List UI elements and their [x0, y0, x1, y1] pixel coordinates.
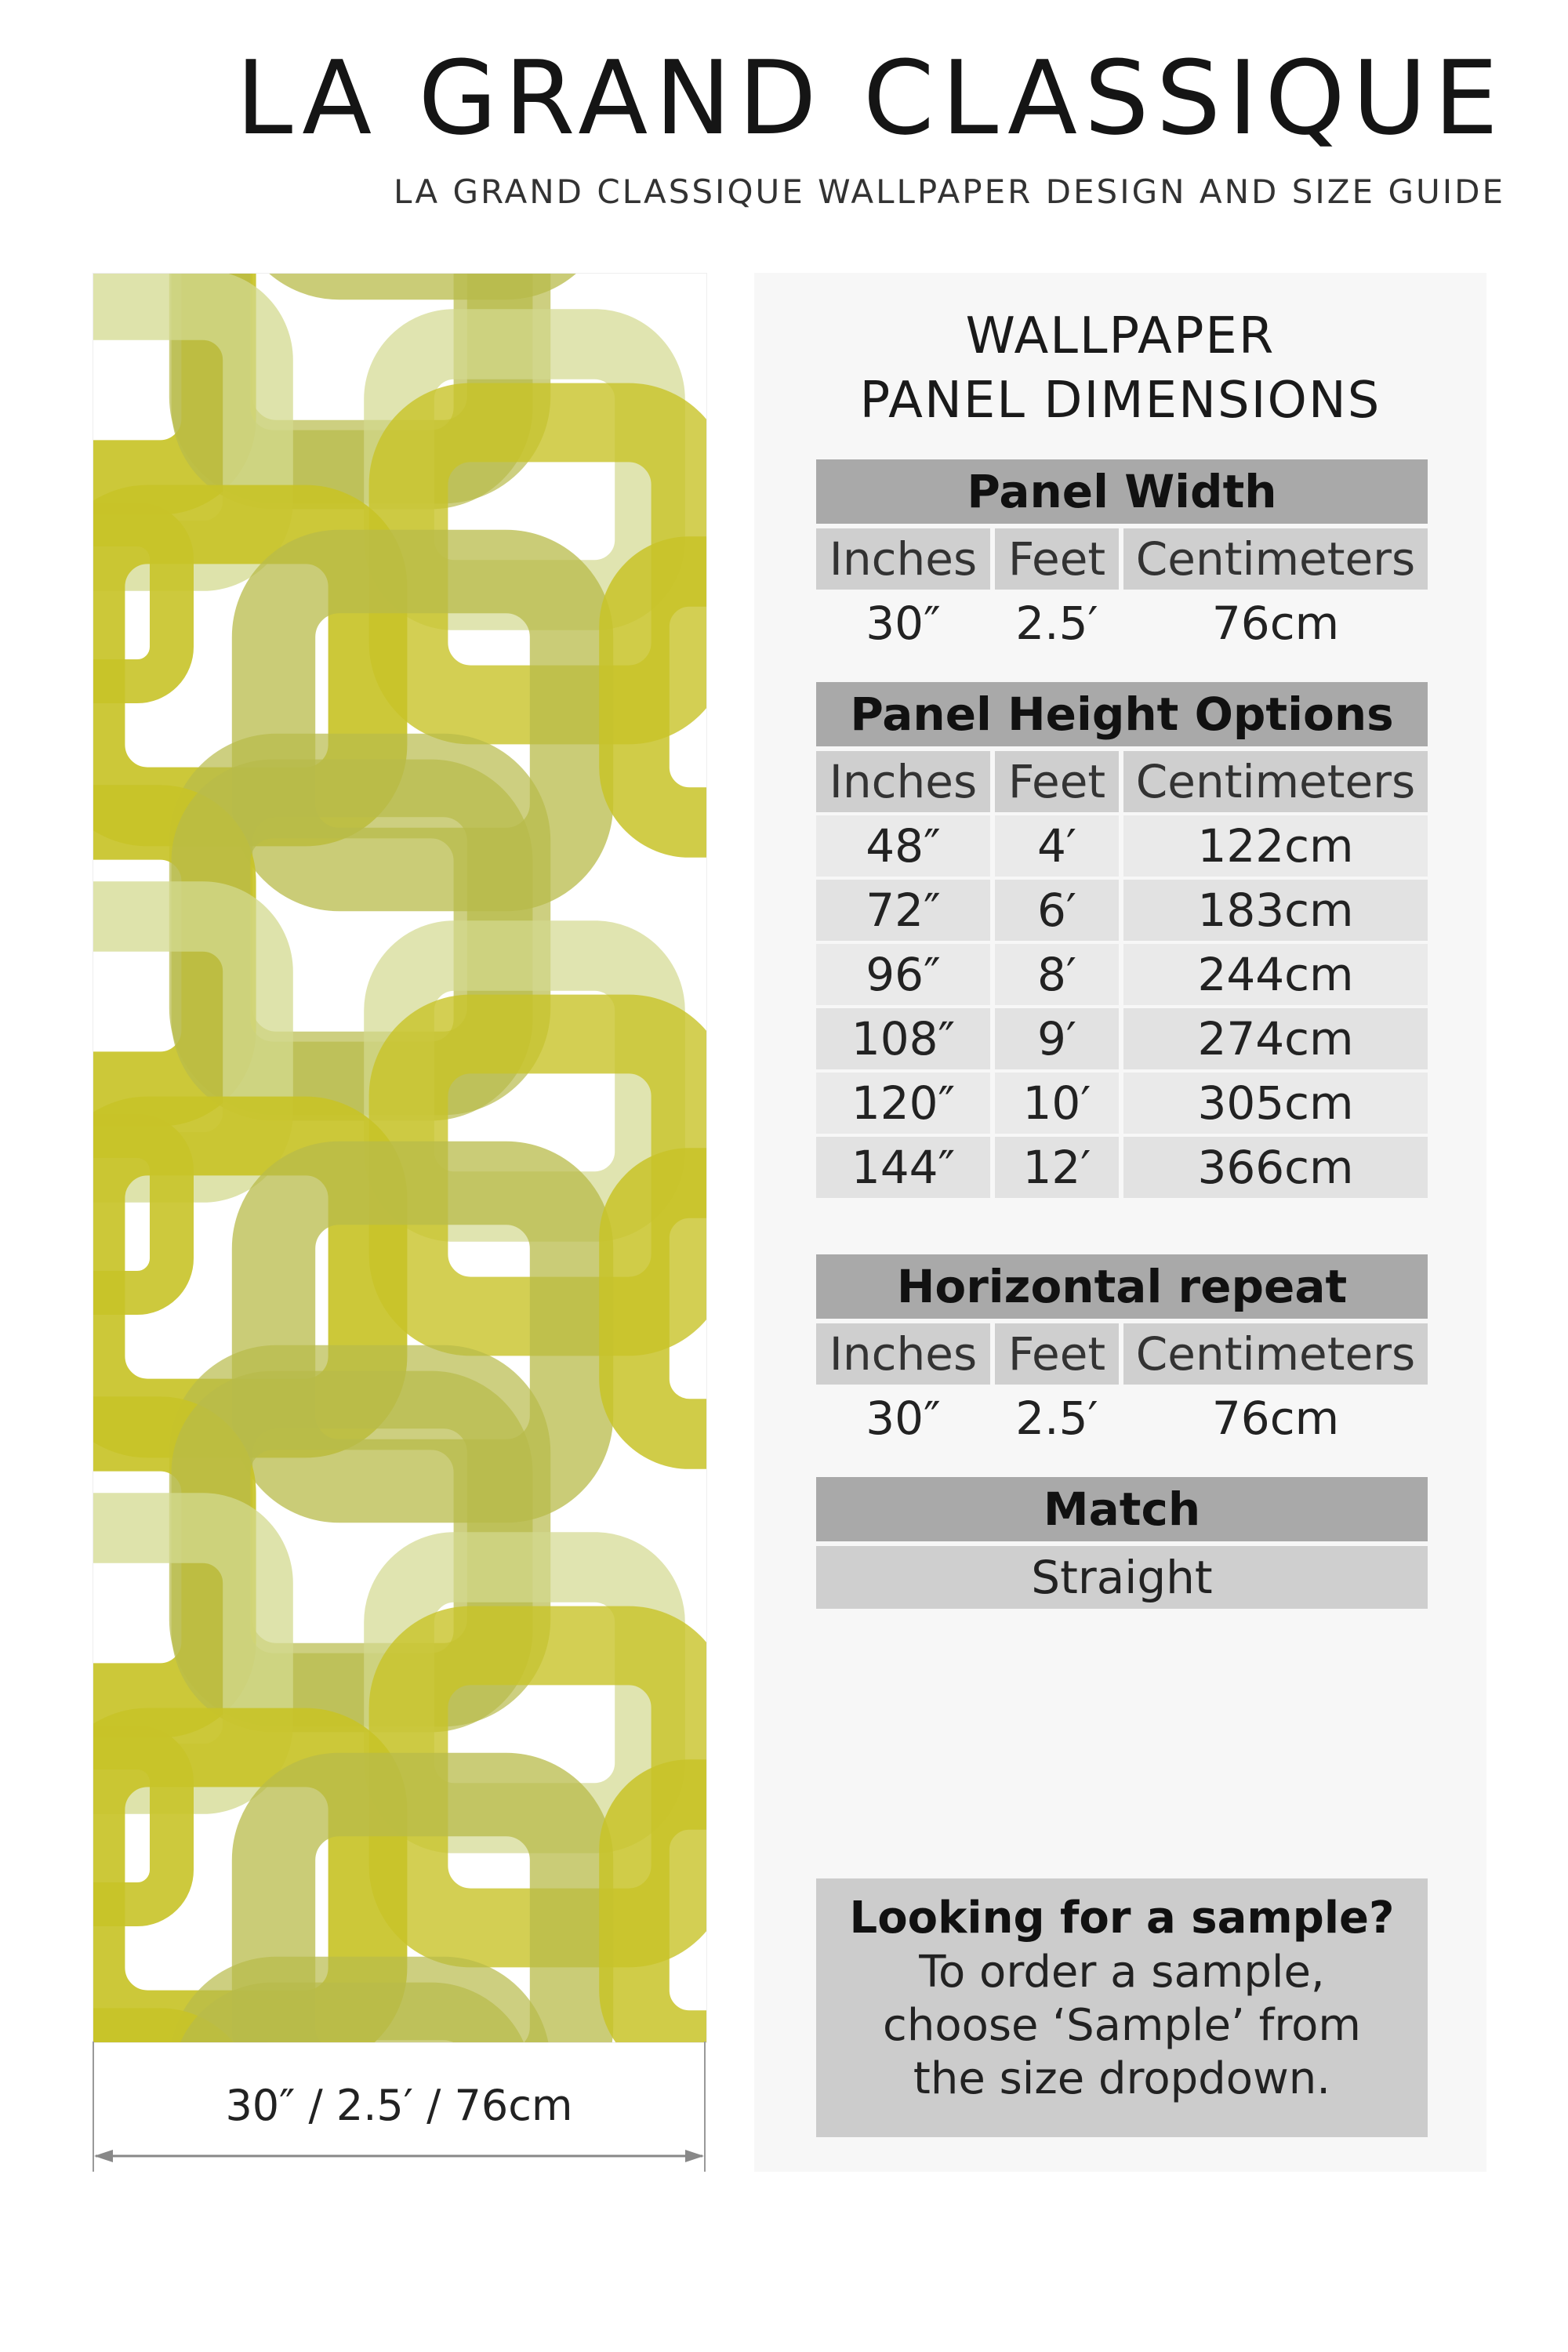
col-centimeters: Centimeters [1123, 528, 1428, 590]
panel-width-measure [93, 2042, 706, 2172]
value-centimeters: 122cm [1123, 815, 1428, 877]
value-centimeters: 76cm [1211, 1392, 1340, 1445]
col-inches: Inches [816, 528, 990, 590]
brand-title: LA GRAND CLASSIQUE [235, 38, 1505, 158]
table-row [816, 1137, 1428, 1198]
table-column-headers [816, 751, 1428, 812]
value-feet: 9′ [995, 1008, 1119, 1069]
panel-width-table [816, 459, 1428, 657]
value-inches: 30″ [866, 597, 941, 650]
sheet-title-line1: WALLPAPER [965, 307, 1276, 365]
horizontal-repeat-heading: Horizontal repeat [816, 1254, 1428, 1319]
sample-text-line: choose ‘Sample’ from [883, 2000, 1361, 2051]
value-centimeters: 305cm [1123, 1073, 1428, 1134]
pattern-ring-shape [211, 2022, 493, 2042]
dimensions-sheet [754, 273, 1486, 2172]
panel-height-heading: Panel Height Options [816, 682, 1428, 746]
value-inches: 72″ [816, 880, 990, 941]
panel-width-label: 30″ / 2.5′ / 76cm [225, 2081, 573, 2130]
match-table [816, 1477, 1428, 1609]
sheet-title [754, 304, 1486, 433]
match-heading: Match [816, 1477, 1428, 1541]
col-feet: Feet [995, 1323, 1119, 1385]
wallpaper-preview [93, 273, 707, 2043]
table-row [816, 1008, 1428, 1069]
value-feet: 2.5′ [1015, 597, 1098, 650]
brand-header [235, 38, 1505, 211]
col-feet: Feet [995, 528, 1119, 590]
value-inches: 30″ [866, 1392, 941, 1445]
table-column-headers [816, 1323, 1428, 1385]
horizontal-repeat-table [816, 1254, 1428, 1452]
value-feet: 12′ [995, 1137, 1119, 1198]
table-row [816, 944, 1428, 1005]
col-feet: Feet [995, 751, 1119, 812]
table-column-headers [816, 528, 1428, 590]
col-centimeters: Centimeters [1123, 1323, 1428, 1385]
col-inches: Inches [816, 1323, 990, 1385]
sample-text-line: To order a sample, [919, 1947, 1325, 1998]
sample-text-line: the size dropdown. [913, 2053, 1331, 2104]
table-row [816, 815, 1428, 877]
value-inches: 48″ [816, 815, 990, 877]
table-row [816, 880, 1428, 941]
value-centimeters: 183cm [1123, 880, 1428, 941]
match-value: Straight [816, 1546, 1428, 1609]
table-row [816, 1073, 1428, 1134]
value-feet: 10′ [995, 1073, 1119, 1134]
value-centimeters: 76cm [1211, 597, 1340, 650]
value-inches: 96″ [816, 944, 990, 1005]
value-feet: 4′ [995, 815, 1119, 877]
panel-width-heading: Panel Width [816, 459, 1428, 524]
wallpaper-pattern [93, 274, 706, 2042]
value-feet: 8′ [995, 944, 1119, 1005]
value-centimeters: 274cm [1123, 1008, 1428, 1069]
value-inches: 144″ [816, 1137, 990, 1198]
measure-arrow-icon [93, 2148, 706, 2164]
value-inches: 108″ [816, 1008, 990, 1069]
table-row [816, 1388, 1428, 1449]
sample-heading: Looking for a sample? [849, 1893, 1395, 1944]
value-centimeters: 366cm [1123, 1137, 1428, 1198]
col-centimeters: Centimeters [1123, 751, 1428, 812]
table-row [816, 593, 1428, 654]
value-feet: 6′ [995, 880, 1119, 941]
value-centimeters: 244cm [1123, 944, 1428, 1005]
sample-info-box [816, 1878, 1428, 2137]
sheet-title-line2: PANEL DIMENSIONS [859, 372, 1381, 430]
value-feet: 2.5′ [1015, 1392, 1098, 1445]
panel-height-table [816, 682, 1428, 1201]
value-inches: 120″ [816, 1073, 990, 1134]
col-inches: Inches [816, 751, 990, 812]
brand-subtitle: LA GRAND CLASSIQUE WALLPAPER DESIGN AND SIZE GUIDE [394, 172, 1505, 211]
